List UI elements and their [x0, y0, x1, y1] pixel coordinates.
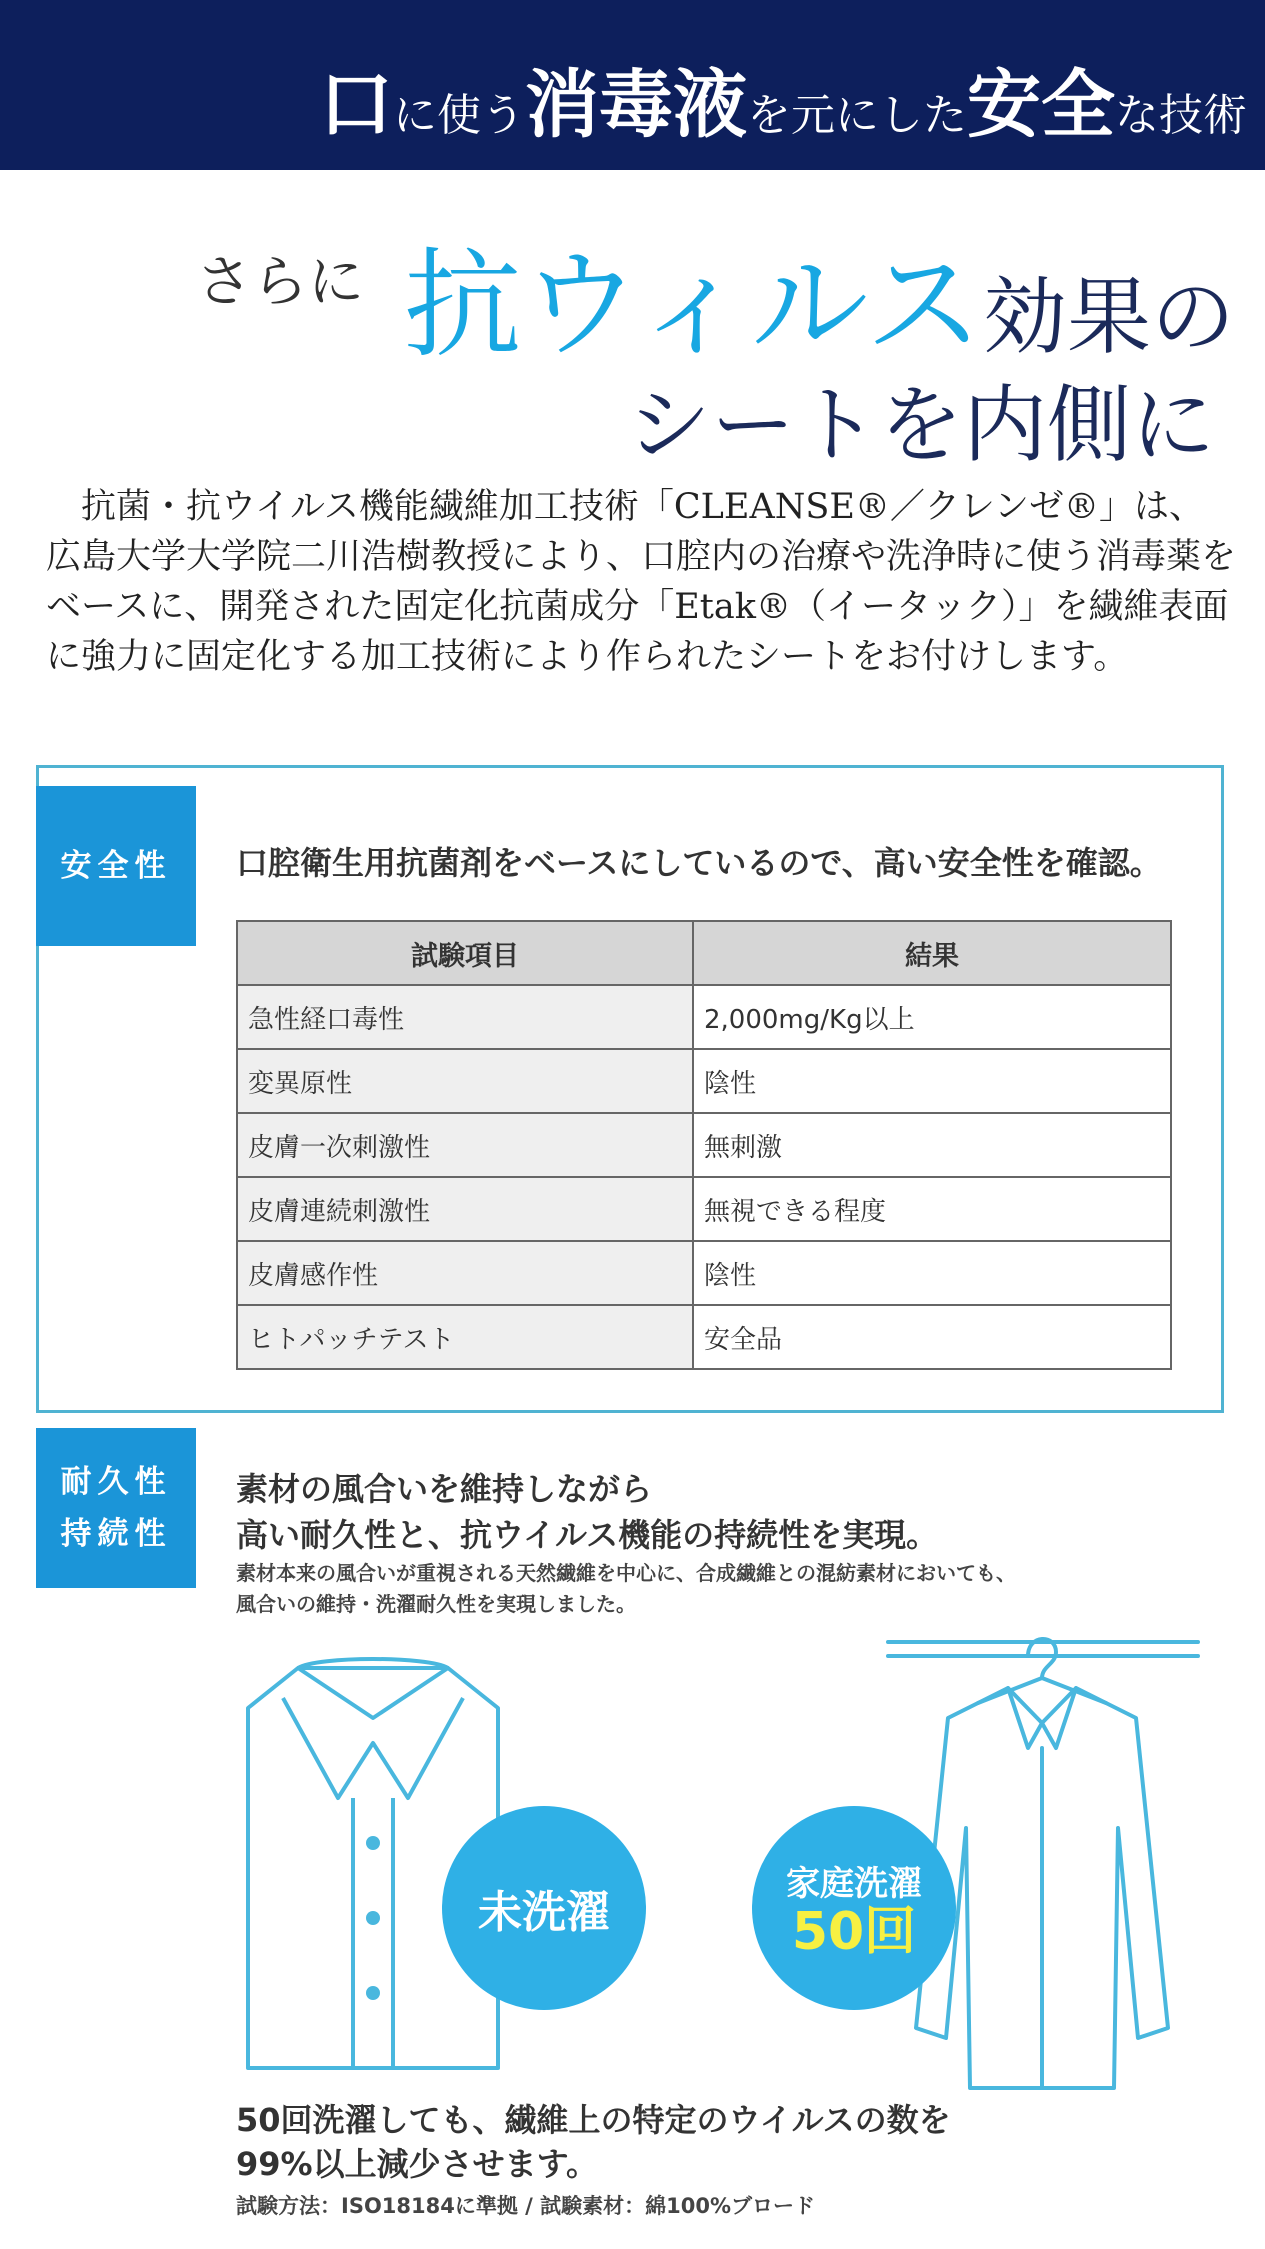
table-cell-item: 変異原性 — [237, 1049, 693, 1113]
banner-part-safe: 安全 — [967, 62, 1115, 148]
durability-note-line-1: 素材本来の風合いが重視される天然繊維を中心に、合成繊維との混紡素材においても、 — [236, 1561, 1016, 1585]
table-row — [237, 1113, 1171, 1177]
banner-part-2: に使う — [393, 90, 525, 141]
table-row — [237, 985, 1171, 1049]
washed-badge-label: 家庭洗濯 — [786, 1864, 922, 1904]
durability-lead-line-1: 素材の風合いを維持しながら — [236, 1470, 653, 1508]
headline-accent: 抗ウィルス — [403, 236, 983, 374]
headline-line1-rest: 効果の — [982, 268, 1235, 366]
result-lead — [236, 2098, 951, 2186]
table-cell-result: 安全品 — [693, 1305, 1171, 1369]
durability-tag-line-2: 持続性 — [60, 1516, 172, 1552]
banner-part-mouth: 口 — [319, 62, 393, 148]
table-cell-item: 皮膚連続刺激性 — [237, 1177, 693, 1241]
durability-note-line-2: 風合いの維持・洗濯耐久性を実現しました。 — [236, 1592, 636, 1616]
safety-tag: 安全性 — [36, 786, 196, 946]
table-cell-result: 陰性 — [693, 1049, 1171, 1113]
table-cell-result: 無視できる程度 — [693, 1177, 1171, 1241]
durability-lead-line-2: 高い耐久性と、抗ウイルス機能の持続性を実現。 — [236, 1516, 939, 1554]
table-cell-item: 皮膚一次刺激性 — [237, 1113, 693, 1177]
banner-part-disinfectant: 消毒液 — [525, 62, 747, 148]
washed-badge-count: 50回 — [791, 1902, 917, 1962]
result-line-2: 99%以上減少させます。 — [236, 2145, 599, 2183]
intro-paragraph: 抗菌・抗ウイルス機能繊維加工技術「CLEANSE®／クレンゼ®」は、広島大学大学院二川浩樹教授により、口腔内の治療や洗浄時に使う消毒薬をベースに、開発された固定化抗菌成分「Etak®（イータック）」を繊維表面に強力に固定化する加工技術により作られたシートをお付けします。 — [46, 487, 1237, 677]
test-method-note: 試験方法：ISO18184に準拠 / 試験素材：綿100%ブロード — [236, 2194, 816, 2218]
durability-lead — [236, 1466, 938, 1558]
headline-line-1 — [404, 210, 1235, 380]
durability-tag — [36, 1428, 196, 1588]
table-row — [237, 1305, 1171, 1369]
table-cell-result: 陰性 — [693, 1241, 1171, 1305]
table-cell-item: 皮膚感作性 — [237, 1241, 693, 1305]
safety-test-table — [236, 920, 1172, 1370]
table-row — [237, 1241, 1171, 1305]
table-row — [237, 1049, 1171, 1113]
banner-part-4: を元にした — [747, 90, 967, 141]
durability-note — [236, 1558, 1016, 1620]
table-header-result: 結果 — [693, 921, 1171, 985]
headline-prefix: さらに — [196, 250, 364, 315]
table-header-row — [237, 921, 1171, 985]
unwashed-badge: 未洗濯 — [442, 1806, 646, 2010]
banner-title — [319, 46, 1247, 152]
washed-50-badge — [752, 1806, 956, 2010]
table-cell-item: 急性経口毒性 — [237, 985, 693, 1049]
headline-line-2: シートを内側に — [626, 376, 1215, 474]
table-header-item: 試験項目 — [237, 921, 693, 985]
result-line-1: 50回洗濯しても、繊維上の特定のウイルスの数を — [236, 2101, 951, 2139]
table-cell-result: 2,000mg/Kg以上 — [693, 985, 1171, 1049]
durability-tag-line-1: 耐久性 — [60, 1464, 172, 1500]
banner-part-6: な技術 — [1115, 90, 1247, 141]
safety-lead: 口腔衛生用抗菌剤をベースにしているので、高い安全性を確認。 — [236, 844, 1162, 882]
table-cell-result: 無刺激 — [693, 1113, 1171, 1177]
table-row — [237, 1177, 1171, 1241]
table-cell-item: ヒトパッチテスト — [237, 1305, 693, 1369]
header-banner — [0, 0, 1265, 170]
